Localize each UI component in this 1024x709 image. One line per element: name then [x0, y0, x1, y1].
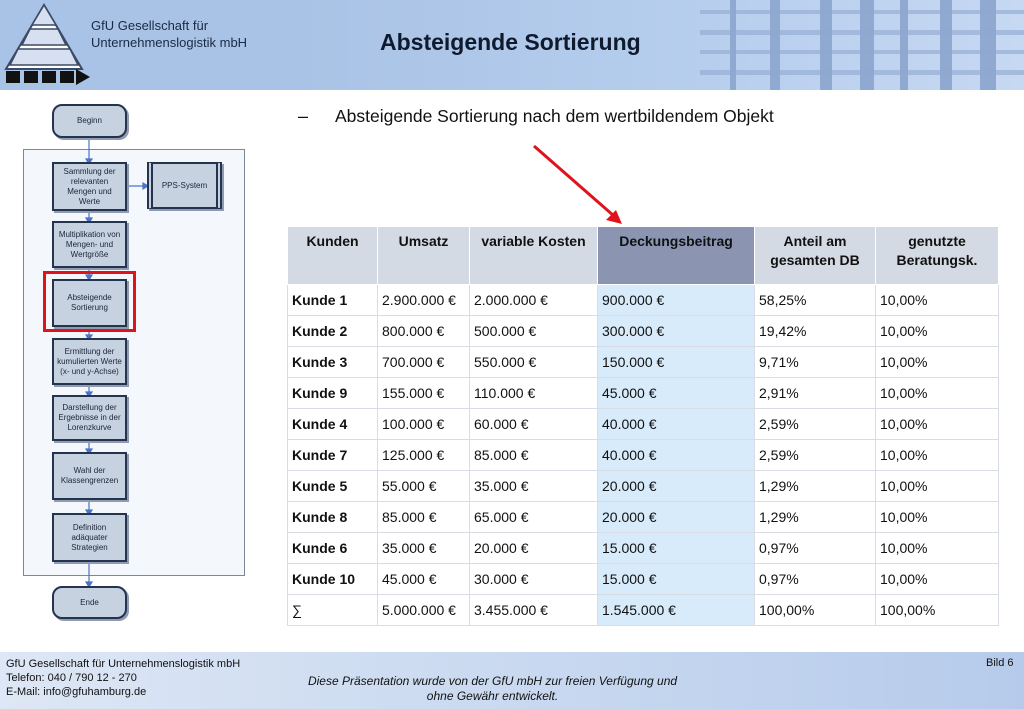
page-number: Bild 6	[986, 657, 1014, 669]
table-row	[288, 564, 999, 595]
table-row	[288, 378, 999, 409]
cell-variable-kosten: 500.000 €	[470, 316, 598, 347]
cell-umsatz: 5.000.000 €	[378, 595, 470, 626]
cell-deckungsbeitrag: 15.000 €	[598, 533, 755, 564]
cell-anteil-db: 0,97%	[755, 564, 876, 595]
cell-anteil-db: 1,29%	[755, 471, 876, 502]
table-row	[288, 533, 999, 564]
cell-anteil-db: 9,71%	[755, 347, 876, 378]
cell-anteil-db: 2,91%	[755, 378, 876, 409]
cell-umsatz: 125.000 €	[378, 440, 470, 471]
cell-deckungsbeitrag: 15.000 €	[598, 564, 755, 595]
cell-variable-kosten: 3.455.000 €	[470, 595, 598, 626]
footer-note-line1: Diese Präsentation wurde von der GfU mbH zur freien Verfügung und	[307, 674, 678, 688]
cell-umsatz: 155.000 €	[378, 378, 470, 409]
cell-umsatz: 45.000 €	[378, 564, 470, 595]
table-row	[288, 409, 999, 440]
bullet-dash: –	[298, 106, 309, 126]
table-row	[288, 316, 999, 347]
cell-variable-kosten: 85.000 €	[470, 440, 598, 471]
cell-deckungsbeitrag: 20.000 €	[598, 502, 755, 533]
cell-beratungsk: 10,00%	[876, 347, 999, 378]
cell-variable-kosten: 30.000 €	[470, 564, 598, 595]
flow-step-multiplikation: Multiplikation von Mengen- und Wertgröße	[52, 221, 127, 268]
cell-anteil-db: 19,42%	[755, 316, 876, 347]
cell-beratungsk: 10,00%	[876, 564, 999, 595]
table-row	[288, 440, 999, 471]
footer-contact	[6, 657, 240, 699]
cell-anteil-db: 0,97%	[755, 533, 876, 564]
cell-deckungsbeitrag: 20.000 €	[598, 471, 755, 502]
footer-note-line2: ohne Gewähr entwickelt.	[426, 689, 559, 703]
cell-deckungsbeitrag: 300.000 €	[598, 316, 755, 347]
cell-variable-kosten: 35.000 €	[470, 471, 598, 502]
flow-step-strategien: Definition adäquater Strategien	[52, 513, 127, 562]
cell-umsatz: 55.000 €	[378, 471, 470, 502]
footer-note	[270, 674, 715, 704]
cell-beratungsk: 10,00%	[876, 440, 999, 471]
cell-variable-kosten: 60.000 €	[470, 409, 598, 440]
footer-phone: Telefon: 040 / 790 12 - 270	[6, 672, 137, 684]
table-row	[288, 502, 999, 533]
cell-anteil-db: 2,59%	[755, 440, 876, 471]
bullet-text: Absteigende Sortierung nach dem wertbildendem Objekt	[335, 106, 774, 126]
table-row	[288, 285, 999, 316]
cell-deckungsbeitrag: 40.000 €	[598, 409, 755, 440]
cell-beratungsk: 100,00%	[876, 595, 999, 626]
page-title: Absteigende Sortierung	[380, 29, 641, 55]
table-row-total	[288, 595, 999, 626]
cell-variable-kosten: 550.000 €	[470, 347, 598, 378]
col-kunden: Kunden	[288, 227, 378, 285]
cell-umsatz: 85.000 €	[378, 502, 470, 533]
cell-kunde: Kunde 5	[288, 471, 378, 502]
col-anteil-db: Anteil am gesamten DB	[755, 227, 876, 285]
cell-kunde: Kunde 4	[288, 409, 378, 440]
cell-kunde: Kunde 2	[288, 316, 378, 347]
cell-kunde: Kunde 7	[288, 440, 378, 471]
red-arrow-icon	[528, 140, 628, 230]
flow-start: Beginn	[52, 104, 127, 138]
cell-beratungsk: 10,00%	[876, 316, 999, 347]
cell-beratungsk: 10,00%	[876, 502, 999, 533]
cell-deckungsbeitrag: 150.000 €	[598, 347, 755, 378]
cell-variable-kosten: 65.000 €	[470, 502, 598, 533]
cell-kunde: Kunde 9	[288, 378, 378, 409]
flow-pps-system: PPS-System	[147, 162, 222, 209]
cell-anteil-db: 100,00%	[755, 595, 876, 626]
cell-beratungsk: 10,00%	[876, 378, 999, 409]
cell-variable-kosten: 20.000 €	[470, 533, 598, 564]
company-name-line1: GfU Gesellschaft für	[91, 18, 209, 33]
cell-beratungsk: 10,00%	[876, 471, 999, 502]
cell-umsatz: 700.000 €	[378, 347, 470, 378]
flow-step-ermittlung: Ermittlung der kumulierten Werte (x- und y-Achse)	[52, 338, 127, 385]
cell-beratungsk: 10,00%	[876, 409, 999, 440]
table-row	[288, 347, 999, 378]
flow-end: Ende	[52, 586, 127, 619]
cell-anteil-db: 1,29%	[755, 502, 876, 533]
col-beratungsk: genutzte Beratungsk.	[876, 227, 999, 285]
flow-step-klassengrenzen: Wahl der Klassengrenzen	[52, 452, 127, 500]
cell-deckungsbeitrag: 1.545.000 €	[598, 595, 755, 626]
cell-beratungsk: 10,00%	[876, 285, 999, 316]
cell-kunde: Kunde 6	[288, 533, 378, 564]
cell-deckungsbeitrag: 40.000 €	[598, 440, 755, 471]
cell-umsatz: 800.000 €	[378, 316, 470, 347]
cell-sum-symbol: ∑	[288, 595, 378, 626]
cell-kunde: Kunde 8	[288, 502, 378, 533]
cell-umsatz: 35.000 €	[378, 533, 470, 564]
table-row	[288, 471, 999, 502]
data-table	[287, 226, 999, 626]
cell-deckungsbeitrag: 900.000 €	[598, 285, 755, 316]
cell-kunde: Kunde 10	[288, 564, 378, 595]
flow-step-sortierung: Absteigende Sortierung	[52, 279, 127, 327]
col-umsatz: Umsatz	[378, 227, 470, 285]
footer-email: E-Mail: info@gfuhamburg.de	[6, 686, 147, 698]
cell-kunde: Kunde 1	[288, 285, 378, 316]
cell-anteil-db: 58,25%	[755, 285, 876, 316]
flow-step-lorenzkurve: Darstellung der Ergebnisse in der Lorenzkurve	[52, 395, 127, 441]
cell-anteil-db: 2,59%	[755, 409, 876, 440]
cell-kunde: Kunde 3	[288, 347, 378, 378]
highlight-box	[43, 271, 136, 332]
cell-deckungsbeitrag: 45.000 €	[598, 378, 755, 409]
company-name-line2: Unternehmenslogistik mbH	[91, 35, 248, 50]
cell-variable-kosten: 2.000.000 €	[470, 285, 598, 316]
footer-company: GfU Gesellschaft für Unternehmenslogistik mbH	[6, 658, 241, 670]
cell-beratungsk: 10,00%	[876, 533, 999, 564]
cell-umsatz: 2.900.000 €	[378, 285, 470, 316]
cell-variable-kosten: 110.000 €	[470, 378, 598, 409]
col-deckungsbeitrag: Deckungsbeitrag	[598, 227, 755, 285]
flow-step-sammlung: Sammlung der relevanten Mengen und Werte	[52, 162, 127, 211]
cell-umsatz: 100.000 €	[378, 409, 470, 440]
table-header-row	[288, 227, 999, 285]
col-variable-kosten: variable Kosten	[470, 227, 598, 285]
